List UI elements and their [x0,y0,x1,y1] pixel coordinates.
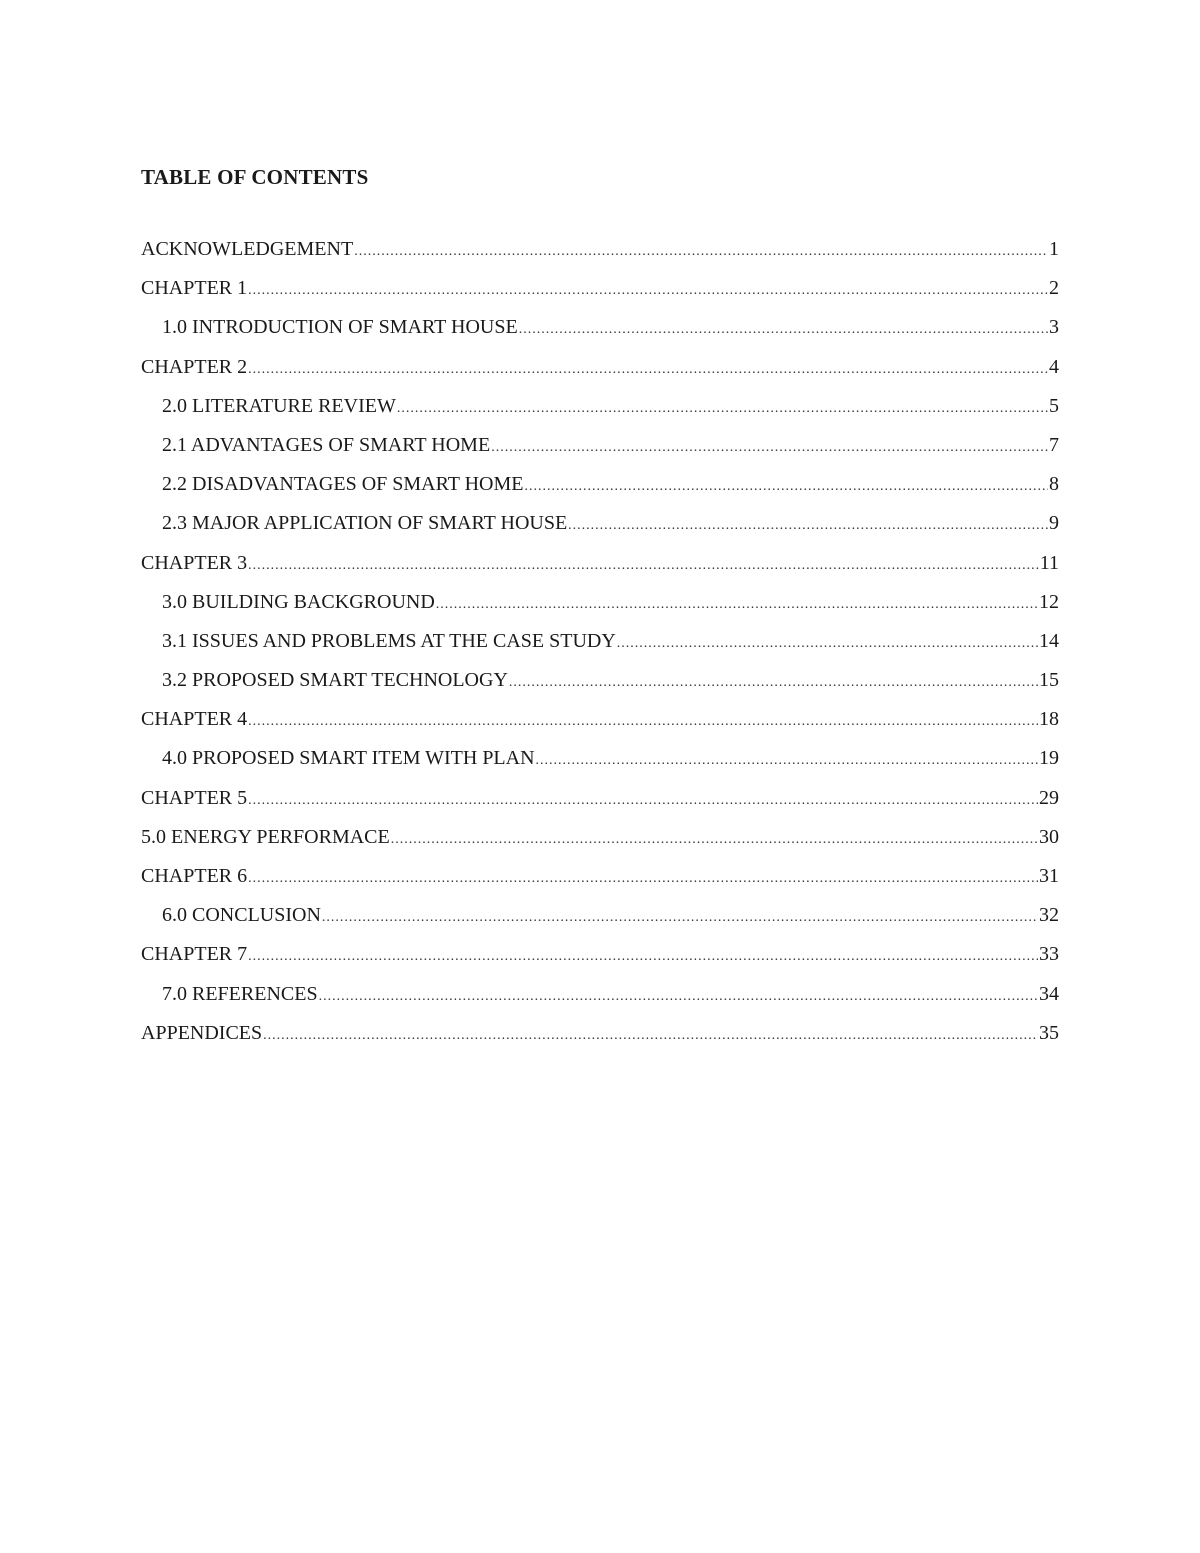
toc-entry-label: 2.1 ADVANTAGES OF SMART HOME [162,433,491,456]
toc-entry-label: 2.3 MAJOR APPLICATION OF SMART HOUSE [162,512,568,535]
toc-list [141,238,1059,1061]
toc-entry-label: CHAPTER 5 [141,786,248,809]
toc-entry[interactable] [141,395,1059,434]
toc-entry[interactable] [141,983,1059,1022]
toc-entry-label: CHAPTER 2 [141,355,248,378]
dot-leader [248,714,1038,730]
toc-entry-page-number: 7 [1049,433,1059,456]
dot-leader [248,362,1048,378]
dot-leader [525,479,1048,495]
toc-entry-label: 4.0 PROPOSED SMART ITEM WITH PLAN [162,747,535,770]
toc-entry-label: ACKNOWLEDGEMENT [141,238,354,260]
toc-entry-page-number: 29 [1039,786,1059,809]
toc-entry-label: 2.2 DISADVANTAGES OF SMART HOME [162,473,524,496]
toc-entry-label: 6.0 CONCLUSION [162,904,321,927]
toc-entry-page-number: 31 [1039,865,1059,887]
toc-entry-page-number: 3 [1049,316,1059,339]
toc-entry-label: 3.2 PROPOSED SMART TECHNOLOGY [162,669,508,692]
toc-entry-page-number: 12 [1039,590,1059,613]
dot-leader [354,244,1048,260]
dot-leader [248,871,1038,887]
toc-entry-page-number: 33 [1039,943,1059,966]
toc-entry-page-number: 32 [1039,904,1059,927]
toc-entry-label: CHAPTER 1 [141,277,248,300]
toc-entry[interactable] [141,943,1059,982]
toc-entry[interactable] [141,316,1059,355]
toc-entry-label: 5.0 ENERGY PERFORMACE [141,825,390,848]
toc-entry[interactable] [141,512,1059,551]
toc-entry-page-number: 35 [1039,1021,1059,1044]
toc-entry-page-number: 8 [1049,473,1059,496]
dot-leader [319,989,1038,1005]
toc-entry-label: 7.0 REFERENCES [162,982,318,1005]
dot-leader [568,518,1048,534]
toc-entry-page-number: 14 [1039,629,1059,652]
dot-leader [263,1028,1038,1044]
toc-entry[interactable] [141,669,1059,708]
toc-entry-label: CHAPTER 7 [141,943,248,966]
toc-entry[interactable] [141,826,1059,865]
dot-leader [536,753,1038,769]
dot-leader [322,910,1038,926]
toc-entry[interactable] [141,787,1059,826]
dot-leader [248,283,1048,299]
toc-entry-page-number: 4 [1049,355,1059,378]
toc-entry-label: 2.0 LITERATURE REVIEW [162,394,396,417]
toc-entry[interactable] [141,552,1059,591]
dot-leader [248,558,1039,574]
page-title: TABLE OF CONTENTS [141,165,369,189]
toc-entry[interactable] [141,904,1059,943]
toc-entry-label: CHAPTER 6 [141,865,248,887]
toc-entry[interactable] [141,356,1059,395]
dot-leader [248,949,1038,965]
toc-entry[interactable] [141,277,1059,316]
dot-leader [519,322,1048,338]
toc-entry[interactable] [141,238,1059,277]
dot-leader [397,401,1048,417]
dot-leader [509,675,1038,691]
toc-entry[interactable] [141,434,1059,473]
toc-entry-label: 3.1 ISSUES AND PROBLEMS AT THE CASE STUDY [162,629,616,652]
dot-leader [436,597,1038,613]
toc-entry-label: 1.0 INTRODUCTION OF SMART HOUSE [162,316,518,339]
toc-entry[interactable] [141,1022,1059,1061]
toc-entry-label: CHAPTER 3 [141,551,248,574]
toc-entry[interactable] [141,747,1059,786]
dot-leader [391,832,1038,848]
toc-entry[interactable] [141,473,1059,512]
toc-entry-page-number: 15 [1039,669,1059,692]
dot-leader [491,440,1048,456]
toc-entry-page-number: 5 [1049,394,1059,417]
toc-entry-page-number: 34 [1039,982,1059,1005]
toc-entry-page-number: 2 [1049,277,1059,300]
dot-leader [617,636,1038,652]
toc-entry-page-number: 9 [1049,512,1059,535]
toc-entry-page-number: 18 [1039,708,1059,731]
toc-entry[interactable] [141,630,1059,669]
toc-entry[interactable] [141,591,1059,630]
toc-entry[interactable] [141,708,1059,747]
toc-entry-page-number: 19 [1039,747,1059,770]
toc-entry-page-number: 11 [1039,551,1059,574]
toc-entry-label: APPENDICES [141,1021,263,1044]
toc-entry[interactable] [141,865,1059,904]
toc-entry-page-number: 30 [1039,825,1059,848]
toc-entry-page-number: 1 [1049,238,1059,260]
toc-entry-label: CHAPTER 4 [141,708,248,731]
toc-entry-label: 3.0 BUILDING BACKGROUND [162,590,435,613]
dot-leader [248,793,1038,809]
